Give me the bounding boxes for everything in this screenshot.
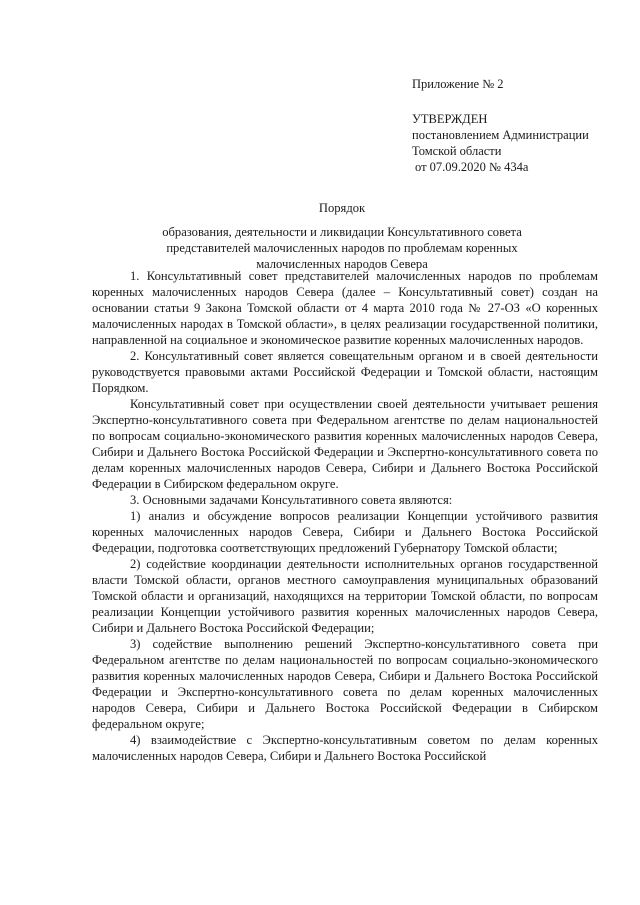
paragraph-2: 2. Консультативный совет является совещательным органом и в своей деятельности руководствуется правовыми актами Российской Федерации и Томской области, настоящим Порядком. [92, 349, 598, 395]
paragraph-8: 4) взаимодействие с Экспертно-консультативным советом по делам коренных малочисленных народов Севера, Сибири и Дальнего Востока Российской [92, 733, 598, 763]
approved-region-line: Томской области [412, 144, 502, 158]
document-body [92, 268, 598, 764]
paragraph-5: 1) анализ и обсуждение вопросов реализации Концепции устойчивого развития коренных малочисленных народов Севера, Сибири и Дальнего Востока Российской Федерации, подготовка соответствующих предложений Губернатору Томской области; [92, 509, 598, 555]
document-title [92, 200, 592, 272]
paragraph-4: 3. Основными задачами Консультативного совета являются: [130, 493, 453, 507]
paragraph-7: 3) содействие выполнению решений Экспертно-консультативного совета при Федеральном агентстве по делам национальностей по вопросам социально-экономического развития коренных малочисленных народов Севера, Сибири и Дальнего Востока Российской Федерации и Экспертно-консультативного совета по делам коренных малочисленных народов Севера, Сибири и Дальнего Востока Российской Федерации в Сибирском федеральном округе; [92, 637, 598, 731]
approved-by-line: постановлением Администрации [412, 128, 589, 142]
approval-stamp [412, 76, 612, 175]
approved-date-line: от 07.09.2020 № 434а [415, 160, 529, 174]
approved-label: УТВЕРЖДЕН [412, 112, 488, 126]
spacer [412, 92, 612, 111]
title-line-2: представителей малочисленных народов по проблемам коренных [166, 241, 518, 255]
appendix-label: Приложение № 2 [412, 77, 504, 91]
paragraph-6: 2) содействие координации деятельности исполнительных органов государственной власти Томской области, органов местного самоуправления муниципальных образований Томской области и организаций, находящихся на территории Томской области, по вопросам реализации Концепции устойчивого развития коренных малочисленных народов Севера, Сибири и Дальнего Востока Российской Федерации; [92, 557, 598, 635]
title-line-1: образования, деятельности и ликвидации Консультативного совета [162, 225, 522, 239]
title-heading: Порядок [318, 201, 366, 215]
title-line-3: малочисленных народов Севера [256, 257, 428, 271]
paragraph-3: Консультативный совет при осуществлении своей деятельности учитывает решения Экспертно-консультативного совета при Федеральном агентстве по делам национальностей по вопросам социально-экономического развития коренных малочисленных народов Севера, Сибири и Дальнего Востока Российской Федерации и Экспертно-консультативного совета по делам коренных малочисленных народов Севера, Сибири и Дальнего Востока Российской Федерации в Сибирском федеральном округе. [92, 397, 598, 491]
paragraph-1: 1. Консультативный совет представителей малочисленных народов по проблемам коренных малочисленных народов Севера (далее – Консультативный совет) создан на основании статьи 9 Закона Томской области от 4 марта 2010 года № 27-ОЗ «О коренных малочисленных народах в Томской области», в целях реализации государственной политики, направленной на социальное и экономическое развитие коренных малочисленных народов. [92, 269, 598, 347]
